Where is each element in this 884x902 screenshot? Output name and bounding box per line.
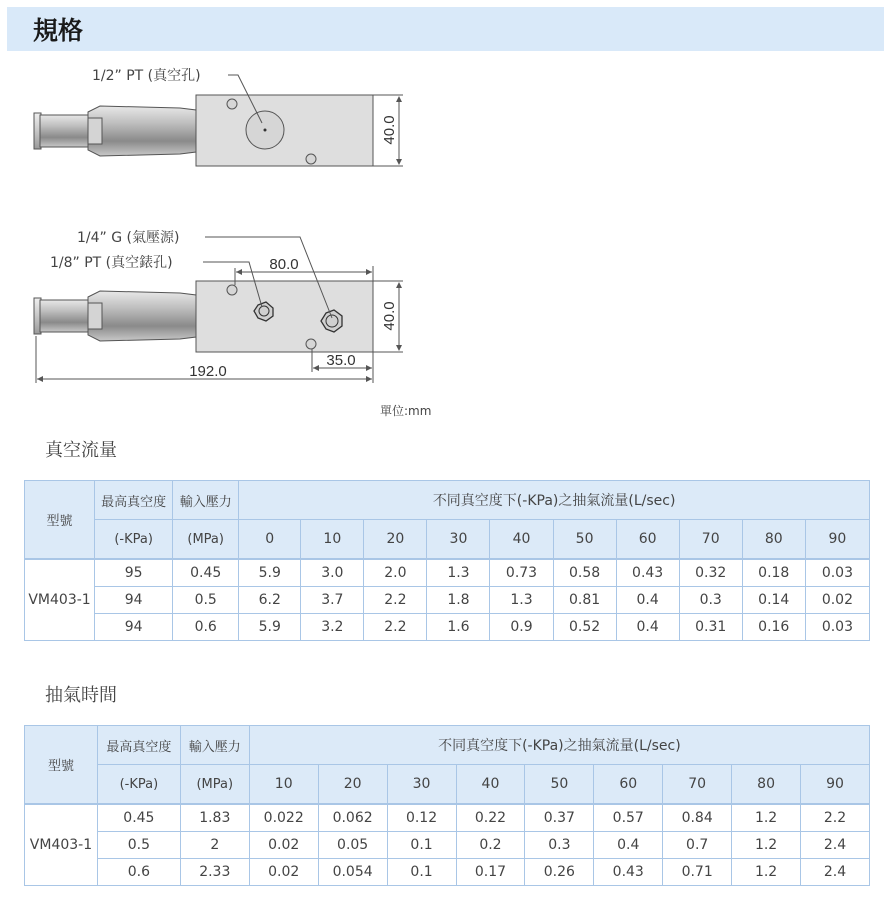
- table-cell: 0.57: [594, 804, 663, 832]
- table-row: [25, 859, 870, 886]
- table-row: [25, 804, 870, 832]
- table-cell: 2: [180, 832, 249, 859]
- header-input-pressure-unit: (MPa): [180, 765, 249, 805]
- table-cell: 1.2: [732, 859, 801, 886]
- header-max-vacuum: 最高真空度: [95, 481, 173, 520]
- dim-80: 80.0: [269, 256, 299, 273]
- header-input-pressure: 輸入壓力: [173, 481, 239, 520]
- table-cell: 0.4: [594, 832, 663, 859]
- table-cell: 2.33: [180, 859, 249, 886]
- column-header: 10: [249, 765, 318, 805]
- table-row: [25, 832, 870, 859]
- table-row: [25, 559, 870, 587]
- table-cell: 1.2: [732, 832, 801, 859]
- page-header: [7, 7, 884, 51]
- table-cell: 0.054: [318, 859, 387, 886]
- table-cell: 0.5: [173, 587, 239, 614]
- table-cell: 0.58: [553, 559, 616, 587]
- table-cell: 0.14: [742, 587, 805, 614]
- dim-height-bottom: 40.0: [381, 301, 398, 331]
- column-header: 20: [364, 520, 427, 560]
- header-group: 不同真空度下(-KPa)之抽氣流量(L/sec): [249, 726, 869, 765]
- table-cell: 1.6: [427, 614, 490, 641]
- table-row: [25, 614, 870, 641]
- model-cell: VM403-1: [25, 559, 95, 641]
- column-header: 20: [318, 765, 387, 805]
- table-row: [25, 587, 870, 614]
- column-header: 10: [301, 520, 364, 560]
- dim-35: 35.0: [326, 352, 356, 369]
- table-cell: 0.18: [742, 559, 805, 587]
- table-cell: 3.2: [301, 614, 364, 641]
- table-cell: 0.9: [490, 614, 553, 641]
- header-max-vacuum-unit: (-KPa): [95, 520, 173, 560]
- table-cell: 0.02: [249, 832, 318, 859]
- vacuum-port-label: 1/2” PT (真空孔): [92, 68, 201, 84]
- model-cell: VM403-1: [25, 804, 98, 886]
- table-cell: 2.4: [801, 832, 870, 859]
- table-cell: 3.7: [301, 587, 364, 614]
- table-cell: 2.4: [801, 859, 870, 886]
- column-header: 70: [663, 765, 732, 805]
- table-cell: 1.83: [180, 804, 249, 832]
- table-cell: 0.02: [805, 587, 869, 614]
- bottom-view: [34, 230, 431, 418]
- table-cell: 0.84: [663, 804, 732, 832]
- column-header: 50: [525, 765, 594, 805]
- table-cell: 0.52: [553, 614, 616, 641]
- table-cell: 0.31: [679, 614, 742, 641]
- table-cell: 0.2: [456, 832, 525, 859]
- header-max-vacuum-unit: (-KPa): [97, 765, 180, 805]
- column-header: 90: [805, 520, 869, 560]
- table-cell: 94: [95, 587, 173, 614]
- time-table: [24, 725, 870, 886]
- column-header: 80: [732, 765, 801, 805]
- column-header: 60: [616, 520, 679, 560]
- page-title: 規格: [33, 16, 84, 45]
- table-cell: 0.3: [679, 587, 742, 614]
- table-cell: 2.2: [364, 614, 427, 641]
- table-cell: 2.0: [364, 559, 427, 587]
- column-header: 30: [387, 765, 456, 805]
- table-cell: 0.3: [525, 832, 594, 859]
- table-cell: 2.2: [364, 587, 427, 614]
- time-section-title: 抽氣時間: [45, 685, 117, 706]
- table-cell: 6.2: [239, 587, 301, 614]
- table-cell: 1.3: [427, 559, 490, 587]
- table-cell: 0.1: [387, 832, 456, 859]
- dimension-drawing: [0, 55, 460, 425]
- column-header: 50: [553, 520, 616, 560]
- table-cell: 0.5: [97, 832, 180, 859]
- table-cell: 0.7: [663, 832, 732, 859]
- table-cell: 0.43: [616, 559, 679, 587]
- table-cell: 1.2: [732, 804, 801, 832]
- table-cell: 0.6: [97, 859, 180, 886]
- header-model: 型號: [25, 726, 98, 805]
- table-cell: 2.2: [801, 804, 870, 832]
- table-cell: 0.71: [663, 859, 732, 886]
- column-header: 70: [679, 520, 742, 560]
- table-cell: 1.3: [490, 587, 553, 614]
- table-cell: 0.03: [805, 559, 869, 587]
- table-cell: 0.81: [553, 587, 616, 614]
- table-cell: 3.0: [301, 559, 364, 587]
- table-cell: 0.062: [318, 804, 387, 832]
- header-model: 型號: [25, 481, 95, 560]
- table-cell: 1.8: [427, 587, 490, 614]
- supply-port-label: 1/4” G (氣壓源): [77, 230, 180, 246]
- table-cell: 0.1: [387, 859, 456, 886]
- table-cell: 0.73: [490, 559, 553, 587]
- gauge-port-label: 1/8” PT (真空錶孔): [50, 255, 173, 271]
- table-cell: 0.05: [318, 832, 387, 859]
- flow-table: [24, 480, 870, 641]
- table-cell: 0.22: [456, 804, 525, 832]
- top-view: [34, 67, 403, 166]
- table-cell: 0.02: [249, 859, 318, 886]
- table-cell: 95: [95, 559, 173, 587]
- column-header: 40: [490, 520, 553, 560]
- dim-height-top: 40.0: [381, 115, 398, 145]
- table-cell: 0.37: [525, 804, 594, 832]
- table-cell: 0.43: [594, 859, 663, 886]
- column-header: 80: [742, 520, 805, 560]
- header-group: 不同真空度下(-KPa)之抽氣流量(L/sec): [239, 481, 870, 520]
- unit-label: 單位:mm: [380, 404, 432, 418]
- header-input-pressure: 輸入壓力: [180, 726, 249, 765]
- table-cell: 0.12: [387, 804, 456, 832]
- header-max-vacuum: 最高真空度: [97, 726, 180, 765]
- table-cell: 0.45: [97, 804, 180, 832]
- dim-192: 192.0: [189, 363, 227, 380]
- table-cell: 5.9: [239, 614, 301, 641]
- table-cell: 0.17: [456, 859, 525, 886]
- table-cell: 0.4: [616, 614, 679, 641]
- table-cell: 0.32: [679, 559, 742, 587]
- table-cell: 0.45: [173, 559, 239, 587]
- column-header: 90: [801, 765, 870, 805]
- table-cell: 0.022: [249, 804, 318, 832]
- column-header: 40: [456, 765, 525, 805]
- table-cell: 94: [95, 614, 173, 641]
- table-cell: 0.6: [173, 614, 239, 641]
- table-cell: 0.4: [616, 587, 679, 614]
- column-header: 60: [594, 765, 663, 805]
- table-cell: 5.9: [239, 559, 301, 587]
- table-cell: 0.03: [805, 614, 869, 641]
- column-header: 30: [427, 520, 490, 560]
- column-header: 0: [239, 520, 301, 560]
- table-cell: 0.16: [742, 614, 805, 641]
- flow-section-title: 真空流量: [45, 440, 117, 461]
- table-cell: 0.26: [525, 859, 594, 886]
- header-input-pressure-unit: (MPa): [173, 520, 239, 560]
